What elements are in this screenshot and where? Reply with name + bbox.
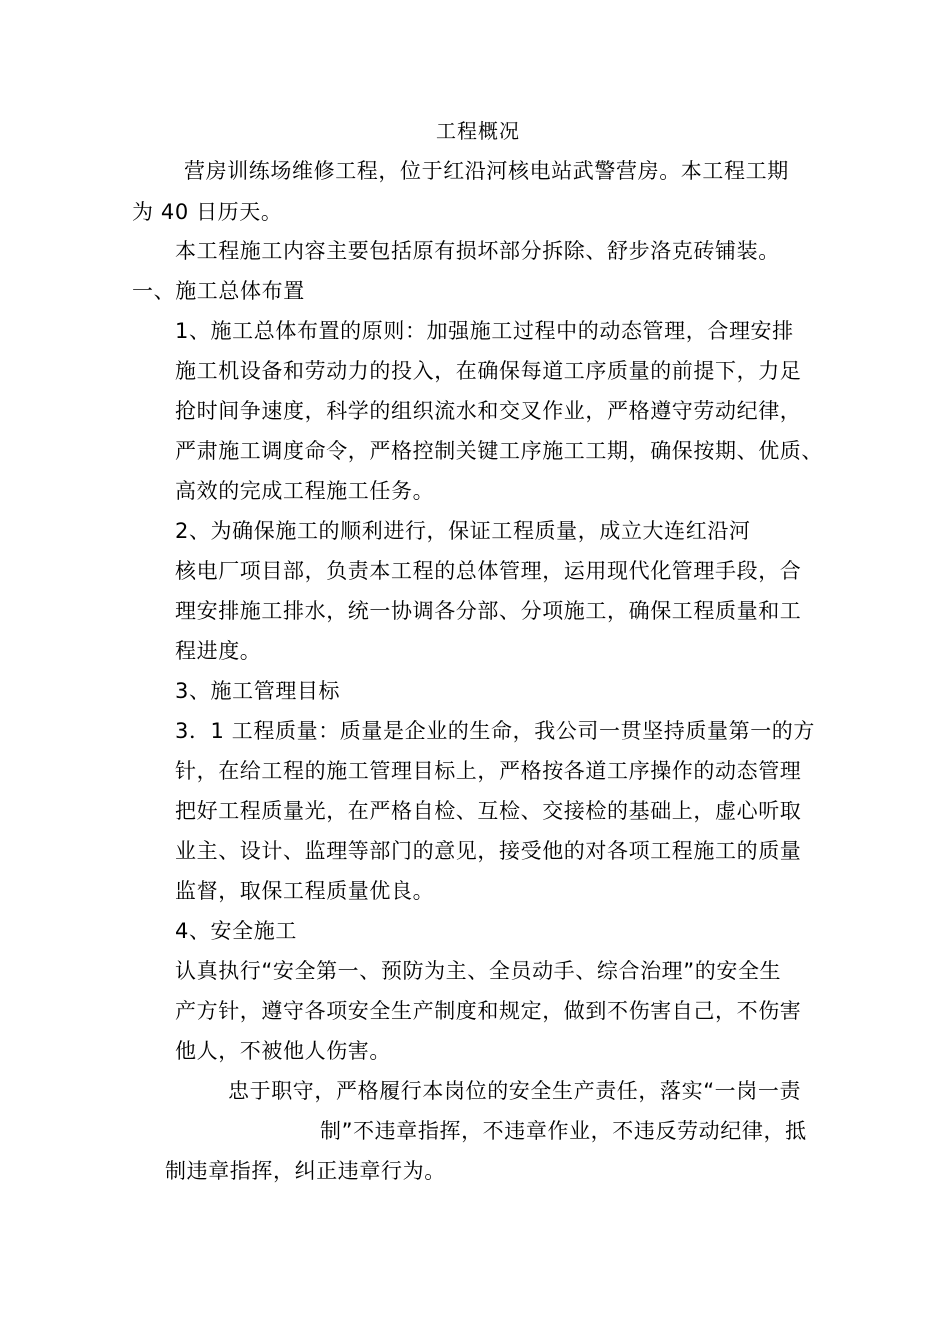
paragraph-line: 制”不违章指挥，不违章作业，不违反劳动纪律，抵 [320,1119,807,1143]
paragraph-line: 认真执行“安全第一、预防为主、全员动手、综合治理”的安全生 [175,959,782,983]
paragraph-line: 营房训练场维修工程，位于红沿河核电站武警营房。本工程工期 [184,159,789,183]
document-title: 工程概况 [436,119,520,143]
paragraph-line: 理安排施工排水，统一协调各分部、分项施工，确保工程质量和工 [175,599,802,623]
paragraph-line: 施工机设备和劳动力的投入，在确保每道工序质量的前提下，力足 [175,359,802,383]
paragraph-line: 严肃施工调度命令，严格控制关键工序施工工期，确保按期、优质、 [175,439,823,463]
paragraph-line: 产方针，遵守各项安全生产制度和规定，做到不伤害自己，不伤害 [175,999,802,1023]
paragraph-line: 2、为确保施工的顺利进行，保证工程质量，成立大连红沿河 [175,519,751,543]
paragraph-line: 1、施工总体布置的原则：加强施工过程中的动态管理，合理安排 [175,319,794,343]
paragraph-line: 监督，取保工程质量优良。 [175,879,435,903]
paragraph-line: 高效的完成工程施工任务。 [175,479,435,503]
paragraph-line: 为 40 日历天。 [132,200,283,224]
paragraph-line: 针，在给工程的施工管理目标上，严格按各道工序操作的动态管理 [175,759,802,783]
paragraph-line: 程进度。 [175,639,262,663]
paragraph-line: 制违章指挥，纠正违章行为。 [165,1159,446,1183]
section-heading: 一、施工总体布置 [132,279,305,303]
paragraph-line: 抢时间争速度，科学的组织流水和交叉作业，严格遵守劳动纪律， [175,399,802,423]
subsection-heading: 3、施工管理目标 [175,679,341,703]
paragraph-line: 业主、设计、监理等部门的意见，接受他的对各项工程施工的质量 [175,839,802,863]
paragraph-line: 本工程施工内容主要包括原有损坏部分拆除、舒步洛克砖铺装。 [175,239,780,263]
subsection-heading: 4、安全施工 [175,919,297,943]
paragraph-line: 3．1 工程质量：质量是企业的生命，我公司一贯坚持质量第一的方 [175,719,815,743]
paragraph-line: 把好工程质量光，在严格自检、互检、交接检的基础上，虚心听取 [175,799,802,823]
paragraph-line: 他人，不被他人伤害。 [175,1039,391,1063]
paragraph-line: 忠于职守，严格履行本岗位的安全生产责任，落实“一岗一责 [228,1079,802,1103]
paragraph-line: 核电厂项目部，负责本工程的总体管理，运用现代化管理手段，合 [175,559,802,583]
